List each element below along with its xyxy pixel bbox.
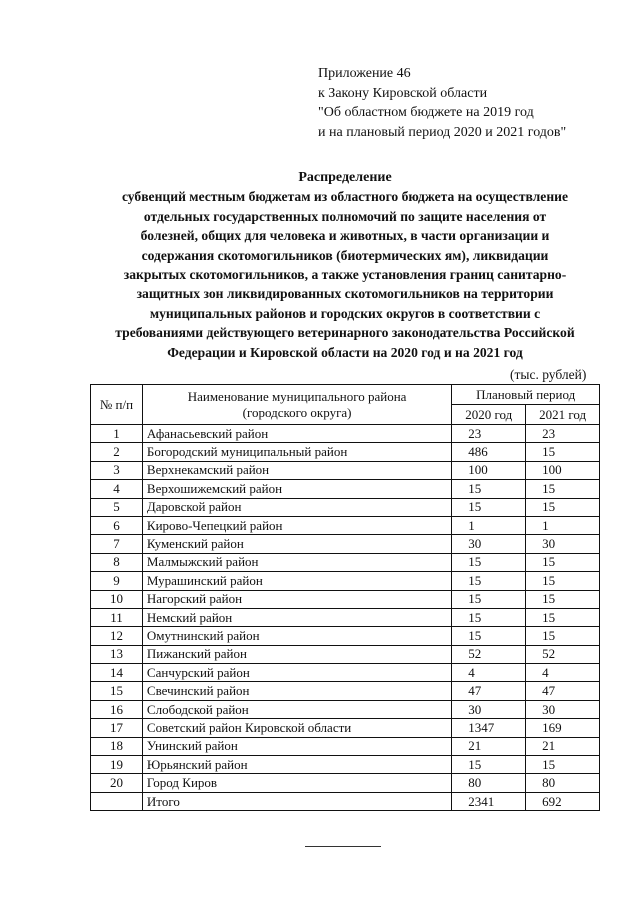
table-row [91,774,600,792]
row-2020-value: 30 [452,535,526,553]
row-number: 11 [91,608,143,626]
appendix-line: Приложение 46 [318,66,411,81]
table-row [91,627,600,645]
row-2020-value: 486 [452,443,526,461]
title-line: муниципальных районов и городских округов в соответствии с [149,305,541,321]
title-line: отдельных государственных полномочий по защите населения от [143,208,547,224]
row-name: Омутнинский район [142,627,451,645]
row-2021-value: 15 [526,627,600,645]
table-row [91,682,600,700]
row-2020-value: 2341 [452,792,526,810]
subsidy-table [90,384,600,811]
header-name-line2: (городского округа) [242,404,352,420]
row-number: 9 [91,572,143,590]
row-name: Даровской район [142,498,451,516]
table-row [91,516,600,534]
row-number: 17 [91,719,143,737]
row-2021-value: 30 [526,700,600,718]
table-row [91,480,600,498]
row-2021-value: 15 [526,480,600,498]
row-2020-value: 15 [452,480,526,498]
title-line: требованиями действующего ветеринарного законодательства Российской [115,325,575,341]
row-number: 8 [91,553,143,571]
row-name: Богородский муниципальный район [142,443,451,461]
title-line: субвенций местным бюджетам из областного бюджета на осуществление [121,189,569,205]
appendix-line: и на плановый период 2020 и 2021 годов" [318,124,567,140]
row-2020-value: 100 [452,461,526,479]
row-2020-value: 30 [452,700,526,718]
row-2021-value: 169 [526,719,600,737]
title-heading: Распределение [298,170,392,185]
row-2020-value: 47 [452,682,526,700]
table-row [91,608,600,626]
table-row [91,756,600,774]
row-name: Юрьянский район [142,756,451,774]
row-2020-value: 23 [452,425,526,443]
row-number: 5 [91,498,143,516]
document-title [90,168,600,362]
row-2020-value: 1347 [452,719,526,737]
row-name: Малмыжский район [142,553,451,571]
row-name: Верхнекамский район [142,461,451,479]
row-name: Город Киров [142,774,451,792]
header-num: № п/п [91,385,143,425]
row-name: Итого [142,792,451,810]
row-number [91,792,143,810]
row-2020-value: 15 [452,756,526,774]
table-row [91,737,600,755]
row-2021-value: 15 [526,443,600,461]
row-name: Свечинский район [142,682,451,700]
row-2020-value: 15 [452,498,526,516]
table-row [91,498,600,516]
row-2020-value: 15 [452,590,526,608]
table-row [91,590,600,608]
row-number: 2 [91,443,143,461]
row-name: Немский район [142,608,451,626]
row-name: Пижанский район [142,645,451,663]
row-number: 1 [91,425,143,443]
row-2021-value: 30 [526,535,600,553]
table-row [91,664,600,682]
title-line: закрытых скотомогильников, а также установления границ санитарно- [123,267,567,283]
row-2020-value: 15 [452,572,526,590]
title-line: болезней, общих для человека и животных, в части организации и [140,228,550,244]
row-2021-value: 15 [526,572,600,590]
table-row [91,700,600,718]
row-number: 10 [91,590,143,608]
row-name: Нагорский район [142,590,451,608]
row-name: Мурашинский район [142,572,451,590]
row-2020-value: 15 [452,627,526,645]
closing-line [305,846,381,847]
row-2021-value: 15 [526,590,600,608]
row-2020-value: 21 [452,737,526,755]
row-2021-value: 15 [526,608,600,626]
appendix-line: к Закону Кировской области [318,85,488,101]
row-2020-value: 4 [452,664,526,682]
row-2021-value: 21 [526,737,600,755]
row-name: Куменский район [142,535,451,553]
row-name: Советский район Кировской области [142,719,451,737]
table-row [91,443,600,461]
appendix-line: "Об областном бюджете на 2019 год [318,105,534,120]
row-number: 7 [91,535,143,553]
row-2021-value: 4 [526,664,600,682]
title-line: содержания скотомогильников (биотермических ям), ликвидации [141,247,549,263]
table-header-row [91,385,600,405]
table-row [91,461,600,479]
header-2020: 2020 год [452,405,526,425]
row-number: 12 [91,627,143,645]
header-2021: 2021 год [526,405,600,425]
row-number: 20 [91,774,143,792]
row-2020-value: 1 [452,516,526,534]
row-number: 14 [91,664,143,682]
row-2021-value: 100 [526,461,600,479]
row-2020-value: 52 [452,645,526,663]
row-number: 16 [91,700,143,718]
row-number: 6 [91,516,143,534]
row-2021-value: 80 [526,774,600,792]
row-name: Санчурский район [142,664,451,682]
row-2021-value: 23 [526,425,600,443]
table-body [91,425,600,811]
header-name-line1: Наименование муниципального района [187,388,407,404]
table-row [91,553,600,571]
table-row [91,535,600,553]
row-number: 19 [91,756,143,774]
row-number: 18 [91,737,143,755]
table-row [91,719,600,737]
title-line: Федерации и Кировской области на 2020 год и на 2021 год [167,344,523,360]
row-2020-value: 80 [452,774,526,792]
table-row [91,645,600,663]
table-total-row [91,792,600,810]
row-2021-value: 692 [526,792,600,810]
table-row [91,425,600,443]
row-number: 15 [91,682,143,700]
appendix-header [318,64,566,142]
row-name: Верхошижемский район [142,480,451,498]
row-2021-value: 15 [526,553,600,571]
row-number: 3 [91,461,143,479]
row-number: 4 [91,480,143,498]
row-2021-value: 52 [526,645,600,663]
title-line: защитных зон ликвидированных скотомогильников на территории [136,286,554,302]
table-row [91,572,600,590]
row-name: Слободской район [142,700,451,718]
header-name [142,385,451,425]
row-2021-value: 15 [526,756,600,774]
row-2020-value: 15 [452,553,526,571]
row-2021-value: 1 [526,516,600,534]
header-period: Плановый период [452,385,600,405]
row-name: Афанасьевский район [142,425,451,443]
row-2021-value: 47 [526,682,600,700]
row-2020-value: 15 [452,608,526,626]
row-number: 13 [91,645,143,663]
row-2021-value: 15 [526,498,600,516]
row-name: Унинский район [142,737,451,755]
row-name: Кирово-Чепецкий район [142,516,451,534]
units-label: (тыс. рублей) [510,367,587,382]
